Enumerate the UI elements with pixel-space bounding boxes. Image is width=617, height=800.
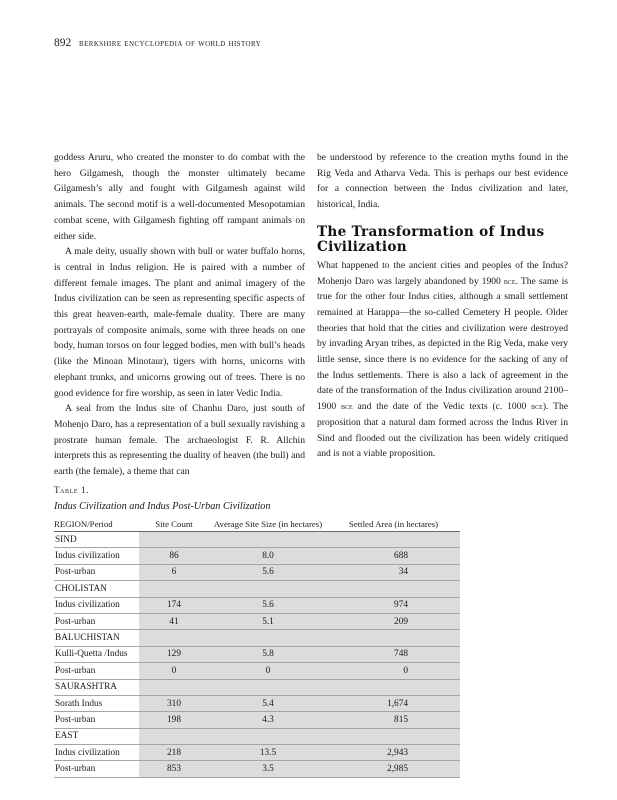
settled-area-cell: 688 — [327, 548, 460, 564]
empty-cell — [327, 679, 460, 695]
site-count-cell: 853 — [139, 761, 209, 777]
site-count-cell: 218 — [139, 745, 209, 761]
table-caption: Indus Civilization and Indus Post-Urban Civilization — [54, 501, 271, 512]
empty-cell — [139, 532, 209, 548]
table-body — [54, 532, 460, 778]
site-count-cell: 86 — [139, 548, 209, 564]
region-name-cell: SIND — [54, 532, 139, 548]
empty-cell — [139, 679, 209, 695]
period-cell: Indus civilization — [54, 597, 139, 613]
region-name-cell: BALUCHISTAN — [54, 630, 139, 646]
table-label: Table 1. — [54, 485, 89, 495]
site-count-cell: 0 — [139, 663, 209, 679]
avg-site-size-cell: 5.8 — [209, 646, 327, 662]
avg-site-size-cell: 5.4 — [209, 695, 327, 711]
empty-cell — [139, 630, 209, 646]
site-count-cell: 6 — [139, 564, 209, 580]
avg-site-size-cell: 4.3 — [209, 712, 327, 728]
region-name-cell: CHOLISTAN — [54, 581, 139, 597]
header-region: REGION/Period — [54, 516, 139, 532]
avg-site-size-cell: 8.0 — [209, 548, 327, 564]
avg-site-size-cell: 5.6 — [209, 597, 327, 613]
site-count-cell: 41 — [139, 613, 209, 629]
avg-site-size-cell: 5.1 — [209, 613, 327, 629]
section-heading: The Transformation of Indus Civilization — [317, 223, 545, 256]
settled-area-cell: 974 — [327, 597, 460, 613]
page-number: 892 — [54, 37, 72, 49]
table-row — [54, 613, 460, 629]
period-cell: Sorath Indus — [54, 695, 139, 711]
empty-cell — [209, 630, 327, 646]
running-head — [54, 37, 261, 49]
paragraph-text-a: What happened to the ancient cities and peoples of the Indus? Mohenjo Daro was largely abandoned by 1900 — [317, 259, 568, 287]
settled-area-cell: 0 — [327, 663, 460, 679]
table-row — [54, 712, 460, 728]
region-name-cell: SAURASHTRA — [54, 679, 139, 695]
header-avg-site-size: Average Site Size (in hectares) — [209, 516, 327, 532]
table-region-row — [54, 630, 460, 646]
table-row — [54, 695, 460, 711]
paragraph-text-c: and the date of the Vedic texts (c. 1000 — [352, 401, 532, 413]
site-count-cell: 198 — [139, 712, 209, 728]
data-table — [54, 516, 460, 778]
site-count-cell: 310 — [139, 695, 209, 711]
settled-area-cell: 2,985 — [327, 761, 460, 777]
avg-site-size-cell: 5.6 — [209, 564, 327, 580]
settled-area-cell: 1,674 — [327, 695, 460, 711]
header-site-count: Site Count — [139, 516, 209, 532]
paragraph-text-b: . The same is true for the other four Indus cities, although a small settlement remained at Harappa—the so-called Cemetery H people. Older theories that hold that the cities and civilization were destroyed by invading Aryan tribes, as depicted in the Rig Veda, make very little sense, since there is no evidence for the sacking of any of the Indus settlements. There is also a lack of agreement in the date of the transformation of the Indus civilization around 2100–1900 — [317, 275, 569, 413]
table-region-row — [54, 532, 460, 548]
era-abbrev-3: bce — [531, 401, 543, 412]
site-count-cell: 129 — [139, 646, 209, 662]
right-paragraph-1: be understood by reference to the creation myths found in the Rig Veda and Atharva Veda. This is perhaps our best evidence for a connection between the Indus civilization and later, historical, India. — [317, 152, 568, 211]
left-paragraph-1: goddess Aruru, who created the monster to do combat with the hero Gilgamesh, though the monster ultimately became Gilgamesh’s ally and fought with Gilgamesh against wild animals. The second motif is a well-documented Mesopotamian combat scene, with Gilgamesh fighting off rampant animals on either side. — [54, 152, 305, 242]
settled-area-cell: 34 — [327, 564, 460, 580]
era-abbrev-1: bce — [503, 275, 516, 286]
settled-area-cell: 815 — [327, 712, 460, 728]
period-cell: Indus civilization — [54, 548, 139, 564]
table-row — [54, 597, 460, 613]
period-cell: Post-urban — [54, 613, 139, 629]
empty-cell — [327, 532, 460, 548]
site-count-cell: 174 — [139, 597, 209, 613]
right-paragraph-2 — [317, 258, 568, 462]
region-name-cell: EAST — [54, 728, 139, 744]
empty-cell — [139, 581, 209, 597]
avg-site-size-cell: 3.5 — [209, 761, 327, 777]
header-settled-area: Settled Area (in hectares) — [327, 516, 460, 532]
empty-cell — [209, 532, 327, 548]
avg-site-size-cell: 0 — [209, 663, 327, 679]
empty-cell — [327, 630, 460, 646]
empty-cell — [209, 581, 327, 597]
table-row — [54, 663, 460, 679]
settled-area-cell: 209 — [327, 613, 460, 629]
period-cell: Post-urban — [54, 712, 139, 728]
period-cell: Indus civilization — [54, 745, 139, 761]
settled-area-cell: 2,943 — [327, 745, 460, 761]
empty-cell — [327, 581, 460, 597]
table-row — [54, 548, 460, 564]
empty-cell — [139, 728, 209, 744]
table-row — [54, 761, 460, 777]
running-head-title: berkshire encyclopedia of world history — [79, 39, 262, 49]
left-paragraph-2: A male deity, usually shown with bull or water buffalo horns, is central in Indus religion. He is paired with a number of different female images. The plant and animal imagery of the Indus civilization can be seen as representing specific aspects of this great heaven-earth, male-female duality. There are many portrayals of composite animals, some with three heads on one body, human torsos on four legged bodies, men with bull’s heads (like the Minoan Minotaur), tigers with horns, unicorns with elephant trunks, and unicorns growing out of trees. There is no good evidence for fire worship, as seen in later Vedic India. — [54, 246, 305, 399]
table-region-row — [54, 679, 460, 695]
settled-area-cell: 748 — [327, 646, 460, 662]
empty-cell — [327, 728, 460, 744]
paragraph-text-d: ). The proposition that a natural dam formed across the Indus River in Sind and flooded out the civilization has been widely critiqued and is not a viable proposition. — [317, 401, 568, 460]
table-block — [54, 484, 460, 778]
period-cell: Kulli-Quetta /Indus — [54, 646, 139, 662]
left-column — [54, 150, 305, 480]
right-column — [317, 150, 568, 462]
era-abbrev-2: bce — [341, 401, 353, 412]
table-header-row — [54, 516, 460, 532]
period-cell: Post-urban — [54, 564, 139, 580]
table-row — [54, 564, 460, 580]
table-region-row — [54, 728, 460, 744]
avg-site-size-cell: 13.5 — [209, 745, 327, 761]
left-paragraph-3: A seal from the Indus site of Chanhu Daro, just south of Mohenjo Daro, has a representation of a bull sexually ravishing a prostrate human female. The archaeologist F. R. Allchin interprets this as representing the duality of heaven (the bull) and earth (the female), a theme that can — [54, 403, 305, 478]
empty-cell — [209, 728, 327, 744]
table-row — [54, 745, 460, 761]
table-region-row — [54, 581, 460, 597]
table-row — [54, 646, 460, 662]
period-cell: Post-urban — [54, 663, 139, 679]
empty-cell — [209, 679, 327, 695]
period-cell: Post-urban — [54, 761, 139, 777]
